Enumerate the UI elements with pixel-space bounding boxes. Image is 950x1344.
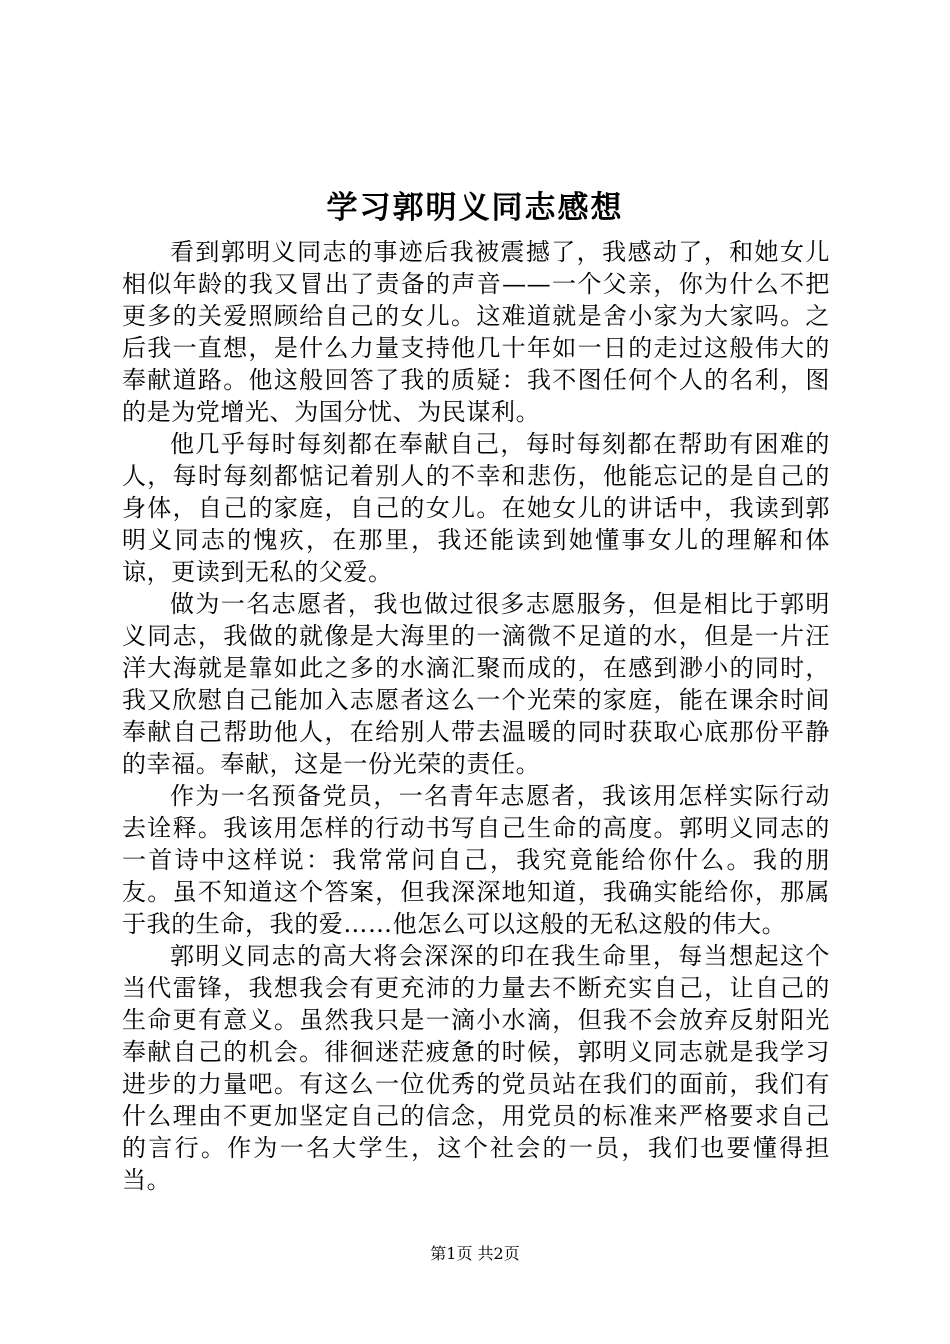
paragraph: 看到郭明义同志的事迹后我被震撼了，我感动了，和她女儿相似年龄的我又冒出了责备的声音——一个父亲，你为什么不把更多的关爱照顾给自己的女儿。这难道就是舍小家为大家吗。之后我一直想，是什么力量支持他几十年如一日的走过这般伟大的奉献道路。他这般回答了我的质疑：我不图任何个人的名利，图的是为党增光、为国分忧、为民谋利。 bbox=[122, 238, 830, 426]
document-body bbox=[122, 236, 830, 1196]
paragraph: 郭明义同志的高大将会深深的印在我生命里，每当想起这个当代雷锋，我想我会有更充沛的力量去不断充实自己，让自己的生命更有意义。虽然我只是一滴小水滴，但我不会放弃反射阳光奉献自己的机会。徘徊迷茫疲惫的时候，郭明义同志就是我学习进步的力量吧。有这么一位优秀的党员站在我们的面前，我们有什么理由不更加坚定自己的信念，用党员的标准来严格要求自己的言行。作为一名大学生，这个社会的一员，我们也要懂得担当。 bbox=[122, 942, 830, 1194]
document-title: 学习郭明义同志感想 bbox=[326, 190, 624, 226]
paragraph: 他几乎每时每刻都在奉献自己，每时每刻都在帮助有困难的人，每时每刻都惦记着别人的不幸和悲伤，他能忘记的是自己的身体，自己的家庭，自己的女儿。在她女儿的讲话中，我读到郭明义同志的愧疚，在那里，我还能读到她懂事女儿的理解和体谅，更读到无私的父爱。 bbox=[122, 430, 830, 586]
page-number-footer: 第1页 共2页 bbox=[430, 1244, 520, 1263]
paragraph: 做为一名志愿者，我也做过很多志愿服务，但是相比于郭明义同志，我做的就像是大海里的一滴微不足道的水，但是一片汪洋大海就是靠如此之多的水滴汇聚而成的，在感到渺小的同时，我又欣慰自己能加入志愿者这么一个光荣的家庭，能在课余时间奉献自己帮助他人，在给别人带去温暖的同时获取心底那份平静的幸福。奉献，这是一份光荣的责任。 bbox=[122, 590, 830, 778]
paragraph: 作为一名预备党员，一名青年志愿者，我该用怎样实际行动去诠释。我该用怎样的行动书写自己生命的高度。郭明义同志的一首诗中这样说：我常常问自己，我究竟能给你什么。我的朋友。虽不知道这个答案，但我深深地知道，我确实能给你，那属于我的生命，我的爱……他怎么可以这般的无私这般的伟大。 bbox=[122, 782, 830, 938]
